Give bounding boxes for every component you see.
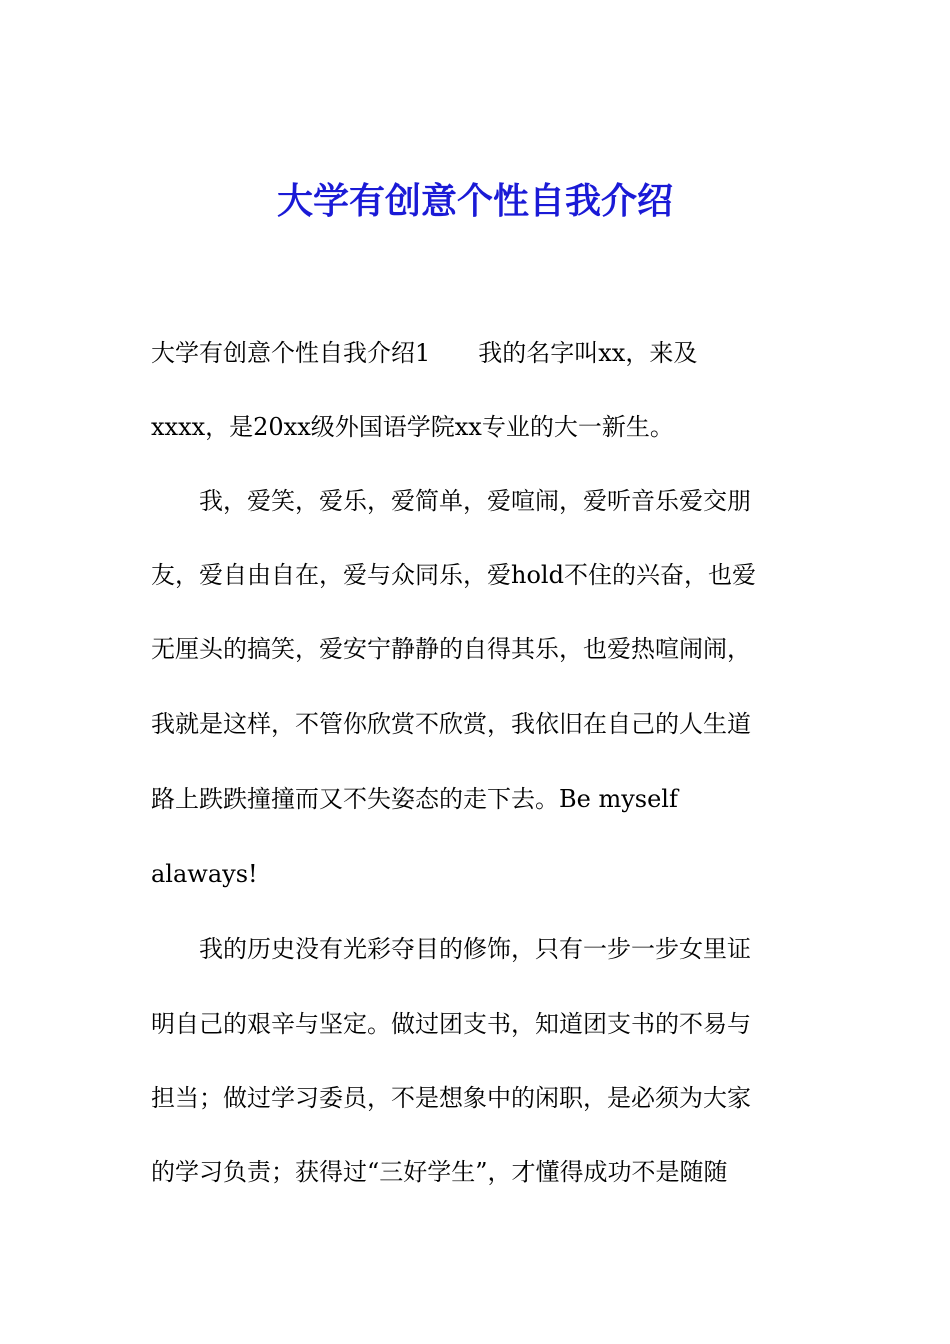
paragraph-line: alaways! [151,860,258,888]
document-title: 大学有创意个性自我介绍 [276,181,673,222]
paragraph-line: 无厘头的搞笑，爱安宁静静的自得其乐，也爱热喧闹闹， [151,635,751,663]
paragraph-line: xxxx，是20xx级外国语学院xx专业的大一新生。 [151,413,674,441]
paragraph-line: 我就是这样，不管你欣赏不欣赏，我依旧在自己的人生道 [151,710,751,738]
paragraph-line: 担当；做过学习委员，不是想象中的闲职，是必须为大家 [151,1084,751,1112]
paragraph-line: 的学习负责；获得过“三好学生”，才懂得成功不是随随 [151,1158,728,1186]
paragraph-line: 明自己的艰辛与坚定。做过团支书，知道团支书的不易与 [151,1010,751,1038]
paragraph-line: 我的历史没有光彩夺目的修饰，只有一步一步女里证 [151,935,751,963]
paragraph-line: 大学有创意个性自我介绍1 我的名字叫xx，来及 [151,339,698,367]
paragraph-line: 路上跌跌撞撞而又不失姿态的走下去。Be myself [151,785,678,813]
paragraph-line: 友，爱自由自在，爱与众同乐，爱hold不住的兴奋，也爱 [151,561,756,589]
paragraph-line: 我，爱笑，爱乐，爱简单，爱喧闹，爱听音乐爱交朋 [151,487,751,515]
